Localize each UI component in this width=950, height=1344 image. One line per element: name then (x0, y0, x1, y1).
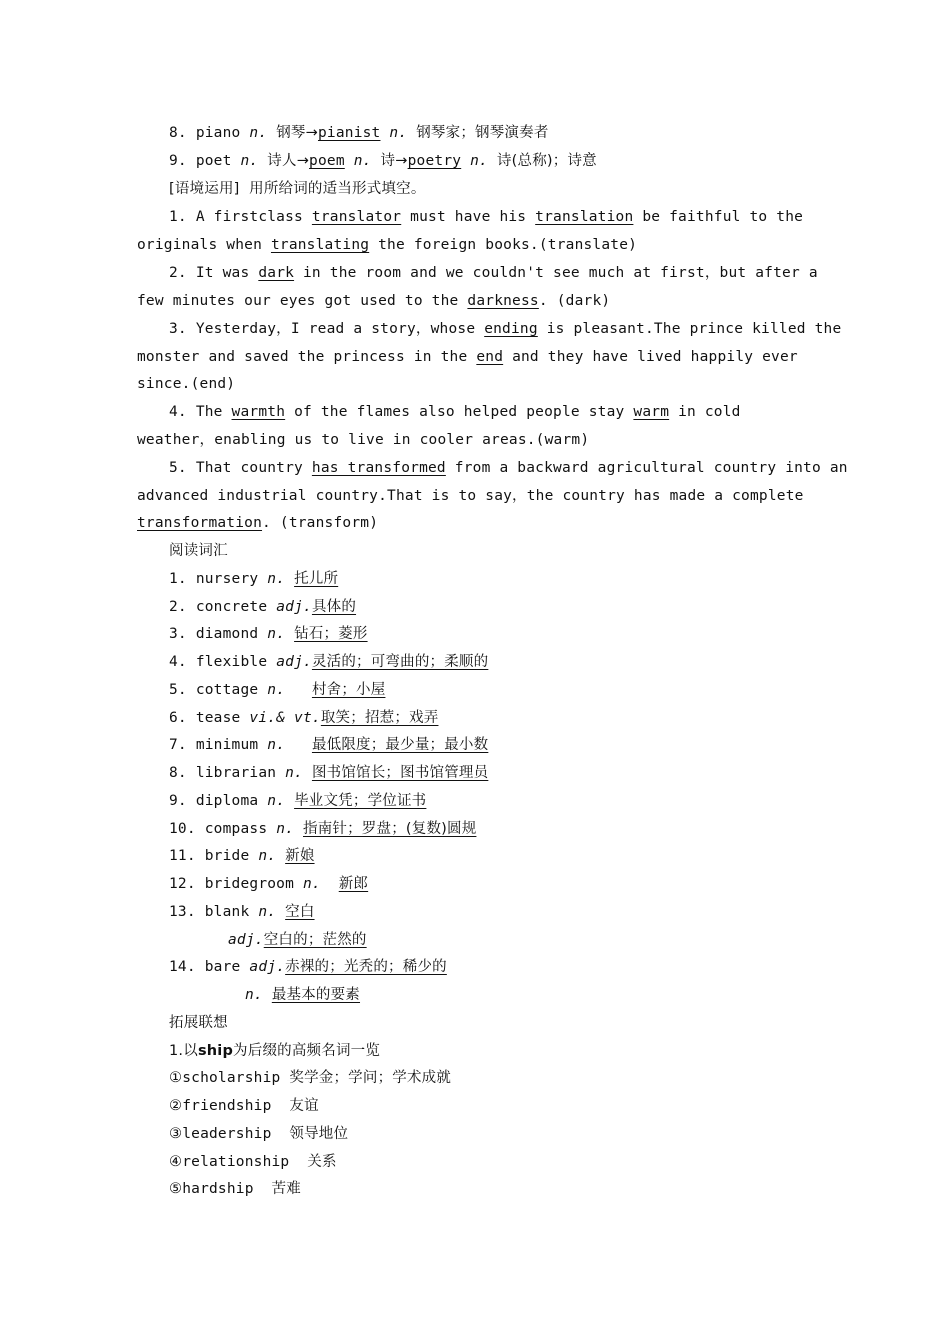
answer: translator (311, 209, 402, 225)
word: scholarship (182, 1070, 281, 1086)
word: concrete (195, 599, 268, 615)
answer-meaning: 指南针；罗盘；(复数)圆规 (303, 821, 477, 837)
item-number: 3. (169, 321, 187, 337)
item-number: 1. (169, 209, 187, 225)
text: That country (195, 460, 312, 476)
meaning: 友谊 (289, 1098, 319, 1114)
answer-derived: poem (309, 153, 345, 169)
meaning: 奖学金；学问；学术成就 (289, 1070, 452, 1086)
text: in cold (669, 404, 741, 420)
word: diploma (195, 793, 259, 809)
item-number: 12. (169, 876, 196, 892)
ship-word-item (169, 1096, 319, 1116)
text: . (transform) (262, 515, 379, 531)
meaning: 钢琴→ (276, 125, 318, 141)
exercise-5-line-1 (169, 458, 848, 478)
meaning: 诗→ (380, 153, 408, 169)
exercise-1-line-1 (169, 207, 803, 227)
text: The (195, 404, 232, 420)
word: nursery (195, 571, 259, 587)
word: minimum (195, 737, 259, 753)
part-of-speech: n. (249, 125, 268, 141)
text: in the room and we couldn't see much at first，but after a (294, 265, 818, 281)
exercise-3-line-1 (169, 319, 841, 339)
exercise-2-line-2 (137, 291, 610, 311)
part-of-speech: adj. (276, 599, 312, 615)
item-number: 8. (169, 765, 187, 781)
text: . (dark) (538, 293, 611, 309)
part-of-speech: adj. (276, 654, 312, 670)
circle-number: ④ (169, 1154, 183, 1170)
answer: darkness (467, 293, 539, 309)
exercise-1-line-2 (137, 235, 637, 255)
text: the foreign books.(translate) (369, 237, 638, 253)
part-of-speech: adj. (249, 959, 286, 975)
reading-vocab-item (169, 680, 385, 700)
reading-vocab-item (169, 763, 488, 783)
part-of-speech: n. (470, 153, 488, 169)
answer-meaning: 空白的；茫然的 (263, 932, 367, 948)
text: 1.以 (169, 1043, 198, 1059)
answer-derived: pianist (317, 125, 381, 141)
item-number: 11. (169, 848, 196, 864)
exercise-3-line-3: since.(end) (137, 376, 236, 392)
word: flexible (195, 654, 268, 670)
reading-vocab-item (169, 569, 338, 589)
part-of-speech: adj. (228, 932, 264, 948)
word: diamond (195, 626, 259, 642)
part-of-speech: n. (240, 153, 259, 169)
reading-vocab-item (169, 957, 447, 977)
word: cottage (195, 682, 259, 698)
text: Yesterday，I read a story，whose (195, 321, 485, 337)
answer: translating (270, 237, 370, 253)
ship-word-item (169, 1152, 337, 1172)
word: bridegroom (204, 876, 295, 892)
text: be faithful to the (633, 209, 804, 225)
part-of-speech: n. (285, 765, 303, 781)
text: from a backward agricultural country into an (445, 460, 848, 476)
reading-vocab-item (169, 624, 368, 644)
answer: dark (258, 265, 295, 281)
item-number: 14. (169, 959, 196, 975)
text: It was (195, 265, 259, 281)
part-of-speech: n. (267, 682, 286, 698)
word: compass (204, 821, 268, 837)
item-number: 2. (169, 265, 187, 281)
part-of-speech: n. (276, 821, 295, 837)
part-of-speech: n. (245, 987, 263, 1003)
reading-vocab-item (169, 735, 488, 755)
answer-meaning: 毕业文凭；学位证书 (294, 793, 427, 809)
item-number: 8. (169, 125, 187, 141)
reading-vocab-item (169, 874, 368, 894)
reading-vocab-subitem (245, 985, 360, 1005)
answer-meaning: 空白 (285, 904, 315, 920)
answer-meaning: 具体的 (311, 599, 357, 615)
text: 为后缀的高频名词一览 (233, 1043, 381, 1059)
ship-word-item (169, 1179, 301, 1199)
word: blank (204, 904, 250, 920)
suffix-word: ship (197, 1043, 234, 1059)
reading-vocab-item (169, 791, 426, 811)
item-number: 6. (169, 710, 187, 726)
word: hardship (182, 1181, 254, 1197)
circle-number: ① (169, 1070, 183, 1086)
reading-vocab-item (169, 846, 315, 866)
item-number: 13. (169, 904, 196, 920)
answer: ending (484, 321, 538, 337)
word: relationship (182, 1154, 290, 1170)
word: tease (195, 710, 241, 726)
part-of-speech: n. (267, 737, 286, 753)
text: A firstclass (195, 209, 312, 225)
meaning: 苦难 (271, 1181, 301, 1197)
answer-meaning: 图书馆馆长；图书馆管理员 (311, 765, 489, 781)
extension-heading: 拓展联想 (169, 1015, 228, 1031)
exercise-4-line-2: weather，enabling us to live in cooler areas.(warm) (137, 432, 590, 448)
meaning: 关系 (307, 1154, 337, 1170)
word: piano (195, 125, 241, 141)
item-number: 9. (169, 793, 187, 809)
meaning: 钢琴家；钢琴演奏者 (416, 125, 549, 141)
exercise-2-line-1 (169, 263, 818, 283)
reading-vocab-heading: 阅读词汇 (169, 543, 228, 559)
item-number: 4. (169, 404, 187, 420)
answer-derived: poetry (407, 153, 462, 169)
part-of-speech: n. (258, 904, 277, 920)
part-of-speech: n. (258, 848, 277, 864)
answer-meaning: 新娘 (285, 848, 315, 864)
item-number: 4. (169, 654, 187, 670)
text: few minutes our eyes got used to the (137, 293, 468, 309)
item-number: 9. (169, 153, 187, 169)
part-of-speech: n. (267, 793, 286, 809)
answer-meaning: 赤裸的；光秃的；稀少的 (285, 959, 447, 975)
answer-meaning: 灵活的；可弯曲的；柔顺的 (311, 654, 489, 670)
part-of-speech: vi.& vt. (249, 710, 321, 726)
reading-vocab-item (169, 652, 488, 672)
exercise-5-line-3 (137, 513, 378, 533)
answer-meaning: 最基本的要素 (271, 987, 361, 1003)
text: and they have lived happily ever (503, 349, 798, 365)
reading-vocab-item (169, 819, 476, 839)
answer-meaning: 托儿所 (294, 571, 339, 587)
answer-meaning: 最低限度；最少量；最小数 (311, 737, 489, 753)
answer-meaning: 取笑；招惹；戏弄 (320, 710, 439, 726)
answer: translation (535, 209, 634, 225)
item-number: 2. (169, 599, 187, 615)
reading-vocab-item (169, 708, 438, 728)
circle-number: ② (169, 1098, 183, 1114)
ship-word-item (169, 1124, 348, 1144)
part-of-speech: n. (353, 153, 372, 169)
word: librarian (195, 765, 277, 781)
exercise-4-line-1 (169, 402, 741, 422)
word: leadership (182, 1126, 272, 1142)
exercise-5-line-2: advanced industrial country.That is to say，the country has made a complete (137, 488, 804, 504)
part-of-speech: n. (267, 571, 286, 587)
circle-number: ③ (169, 1126, 183, 1142)
item-number: 10. (169, 821, 196, 837)
word: friendship (182, 1098, 272, 1114)
answer: end (476, 349, 504, 365)
part-of-speech: n. (302, 876, 321, 892)
ship-suffix-heading (169, 1041, 380, 1061)
answer-meaning: 钻石；菱形 (294, 626, 368, 642)
vocab-item-piano (169, 123, 549, 143)
reading-vocab-item (169, 597, 356, 617)
text: originals when (137, 237, 271, 253)
answer: warmth (231, 404, 286, 420)
item-number: 5. (169, 682, 187, 698)
meaning: 领导地位 (289, 1126, 349, 1142)
exercise-3-line-2 (137, 347, 798, 367)
part-of-speech: n. (267, 626, 286, 642)
item-number: 5. (169, 460, 187, 476)
text: is pleasant.The prince killed the (537, 321, 842, 337)
item-number: 7. (169, 737, 187, 753)
reading-vocab-subitem (228, 930, 367, 950)
word: bride (204, 848, 250, 864)
reading-vocab-item (169, 902, 315, 922)
text: monster and saved the princess in the (137, 349, 477, 365)
circle-number: ⑤ (169, 1181, 183, 1197)
item-number: 1. (169, 571, 187, 587)
meaning: 诗(总称)；诗意 (496, 153, 597, 169)
vocab-item-poet (169, 151, 597, 171)
meaning: 诗人→ (267, 153, 310, 169)
answer: warm (633, 404, 670, 420)
text: must have his (401, 209, 536, 225)
part-of-speech: n. (389, 125, 408, 141)
ship-word-item (169, 1068, 451, 1088)
answer: transformation (137, 515, 263, 531)
answer: has transformed (311, 460, 446, 476)
answer-meaning: 村舍；小屋 (311, 682, 386, 698)
text: of the flames also helped people stay (285, 404, 634, 420)
answer-meaning: 新郎 (338, 876, 369, 892)
word: poet (195, 153, 232, 169)
context-heading: [语境运用] 用所给词的适当形式填空。 (169, 181, 426, 197)
word: bare (204, 959, 241, 975)
item-number: 3. (169, 626, 187, 642)
